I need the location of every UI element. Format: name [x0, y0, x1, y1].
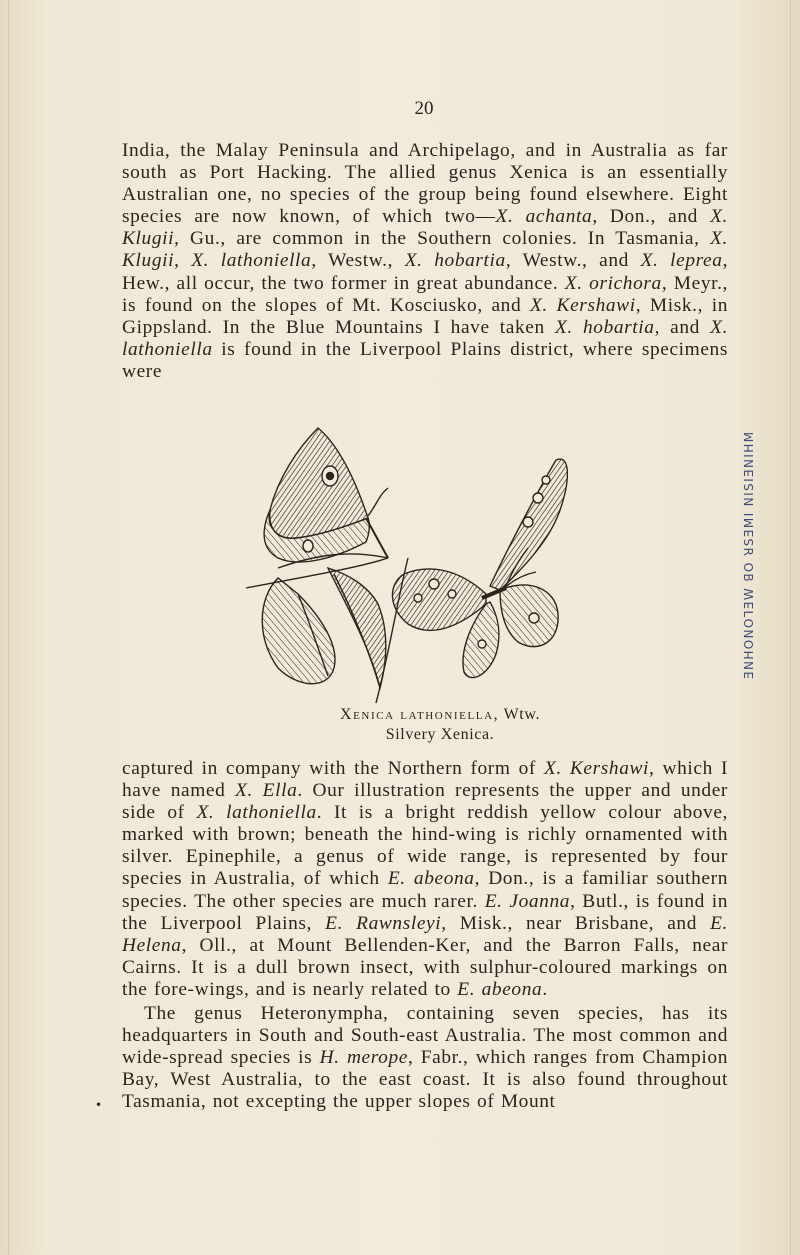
text-run: , Meyr., is found on the slopes of Mt. Kosciusko, and [122, 272, 728, 316]
text-run: , Fabr., which ranges from Champion Bay, West Australia, to the east coast. It is also found throughout Tasmania, not excepting the upper slopes of Mount [122, 1047, 728, 1113]
species-name: E. abeona [387, 868, 475, 890]
species-name: X. orichora [564, 272, 662, 294]
text-run: , Don., is a familiar southern species. The other species are much rarer. [122, 868, 728, 912]
species-name: E. abeona [457, 978, 543, 1000]
butterfly-underside [264, 428, 388, 562]
butterfly-illustration [238, 418, 568, 708]
text-run: , Misk., in Gippsland. In the Blue Mountains I have taken [122, 294, 729, 338]
butterfly-engraving-icon [238, 418, 568, 708]
species-name: X. Klugii [122, 206, 728, 250]
right-page-edge [790, 0, 791, 1255]
text-run: , Oll., at Mount Bellenden-Ker, and the Barron Falls, near Cairns. It is a dull brown insect, with sulphur-coloured markings on the fore-wings, and is nearly related to [122, 934, 728, 1000]
text-block-bottom [122, 758, 728, 1114]
species-name: X. Kershawi [543, 758, 650, 779]
text-run: , Gu., are common in the Southern colonies. In Tasmania, [174, 228, 711, 250]
species-name: X. Klugii [122, 228, 728, 272]
text-run: is found in the Liverpool Plains district, where specimens were [122, 338, 728, 382]
text-run: . It is a bright reddish yellow colour above, marked with brown; beneath the hind-wing is richly ornamented with silver. Epinephile, a genus of wide range, is represented by four species in Australia, of which [122, 802, 728, 890]
caption-common-name: Silvery Xenica. [385, 726, 495, 743]
text-run: captured in company with the Northern form of [122, 758, 544, 779]
paragraph-1 [122, 140, 728, 383]
species-name: X. lathoniella [196, 802, 317, 824]
species-name: X. hobartia [554, 316, 655, 338]
caption-species-name: Xenica lathoniella, [339, 706, 500, 723]
species-name: X. Ella [235, 780, 298, 802]
leaf [246, 554, 408, 703]
text-block-top [122, 140, 728, 383]
species-name: E. Rawnsleyi [325, 912, 442, 934]
text-run: , [174, 250, 192, 272]
species-name: X. lathoniella [191, 250, 312, 272]
text-run: The genus Heteronympha, containing seven species, has its headquarters in South and South-east Australia. The most common and wide-spread species is [122, 1003, 728, 1069]
text-run: , Hew., all occur, the two former in great abundance. [122, 250, 729, 294]
species-name: X. Kershawi [529, 294, 636, 316]
species-name: X. leprea [640, 250, 723, 272]
text-run: , which I have named [122, 758, 729, 802]
species-name: X. lathoniella [122, 316, 729, 360]
text-run: , and [654, 316, 711, 338]
text-run: . [542, 978, 548, 1000]
species-name: X. achanta [495, 206, 593, 228]
page-number: 20 [414, 98, 434, 119]
text-run: , Butl., is found in the Liverpool Plains, [122, 890, 729, 934]
species-name: E. Helena [122, 912, 729, 956]
paragraph-2 [122, 758, 728, 1001]
text-run: , Westw., [311, 250, 405, 272]
species-name: X. hobartia [404, 250, 506, 272]
paragraph-3 [122, 1003, 728, 1113]
butterfly-upperside [392, 459, 567, 678]
left-page-edge [8, 0, 9, 1255]
figure-caption [310, 705, 570, 745]
text-run: . Our illustration represents the upper and under side of [122, 780, 728, 824]
text-run: , Misk., near Brisbane, and [441, 912, 711, 934]
stray-mark: • [95, 1098, 103, 1112]
text-run: , Don., and [592, 206, 711, 228]
caption-author: Wtw. [499, 706, 541, 723]
species-name: H. merope [319, 1047, 408, 1069]
text-run: India, the Malay Peninsula and Archipelago, and in Australia as far south as Port Hacking. The allied genus Xenica is an essentially Australian one, no species of the group being found elsewhere. Eight species are now known, of which two— [122, 140, 728, 228]
text-run: , Westw., and [505, 250, 641, 272]
bleed-through-edge-text: ƎNHONOꓶƎW ꓭO ꓤSƎMꓲ NꓲSꓲƎꓠꓲHꓟ [742, 430, 756, 680]
species-name: E. Joanna [484, 890, 571, 912]
